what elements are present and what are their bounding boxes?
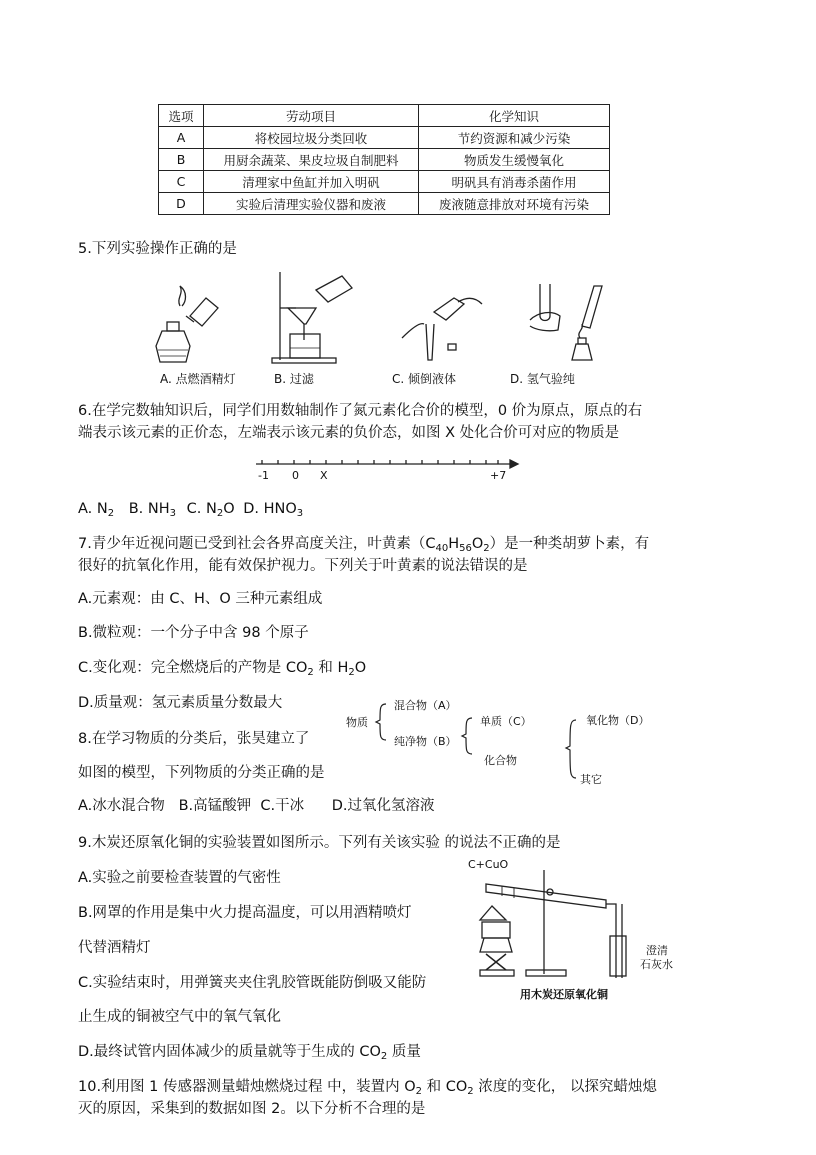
table-cell: A	[159, 127, 204, 149]
table-cell: 明矾具有消毒杀菌作用	[419, 171, 610, 193]
q5-stem: 5.下列实验操作正确的是	[78, 241, 237, 257]
table-header-cell: 选项	[159, 105, 204, 127]
q7-option-a: A.元素观：由 C、H、O 三种元素组成	[78, 591, 323, 607]
table-cell: 节约资源和减少污染	[419, 127, 610, 149]
q9-option-c-line2: 止生成的铜被空气中的氧气氧化	[78, 1009, 281, 1025]
q9-option-b-line2: 代替酒精灯	[78, 940, 151, 956]
table-cell: 将校园垃圾分类回收	[204, 127, 419, 149]
reagent-label: C+CuO	[468, 858, 509, 871]
table-row	[159, 127, 610, 149]
q7-option-d: D.质量观：氢元素质量分数最大	[78, 695, 283, 711]
diagram-node-other: 其它	[580, 773, 602, 786]
q9-option-b-line1: B.网罩的作用是集中火力提高温度，可以用酒精喷灯	[78, 905, 412, 921]
table-cell: C	[159, 171, 204, 193]
q5-caption-c: C. 倾倒液体	[392, 372, 457, 386]
carbon-reduction-apparatus-figure	[466, 866, 666, 984]
table-cell: 废液随意排放对环境有污染	[419, 193, 610, 215]
diagram-node-compound: 化合物	[484, 754, 517, 767]
table-cell: D	[159, 193, 204, 215]
table-cell: 实验后清理实验仪器和废液	[204, 193, 419, 215]
apparatus-caption: 用木炭还原氧化铜	[520, 988, 608, 1001]
table-header-cell: 劳动项目	[204, 105, 419, 127]
axis-label-x: X	[320, 469, 328, 482]
lime-water-label-1: 澄清	[646, 944, 668, 957]
table-row	[159, 149, 610, 171]
alcohol-lamp-ignition-figure	[150, 276, 230, 366]
axis-label-minus1: -1	[258, 469, 269, 482]
table-row	[159, 171, 610, 193]
axis-label-zero: 0	[292, 469, 299, 482]
table-header-row	[159, 105, 610, 127]
q5-caption-b: B. 过滤	[274, 372, 314, 386]
q6-options: A. $N_2$ B. $NH_3$ C. $N_2O$ D. $HNO_3$	[78, 501, 304, 519]
table-row	[159, 193, 610, 215]
q10-stem-line1: 10.利用图 1 传感器测量蜡烛燃烧过程 中，装置内 $O_2$ 和 $CO_2$ 浓度的变化， 以探究蜡烛熄	[78, 1079, 657, 1097]
q9-stem: 9.木炭还原氧化铜的实验装置如图所示。下列有关该实验 的说法不正确的是	[78, 835, 561, 851]
q8-stem-line1: 8.在学习物质的分类后，张昊建立了	[78, 731, 310, 747]
hydrogen-purity-test-figure	[528, 280, 618, 366]
diagram-node-mixture: 混合物（A）	[394, 699, 457, 712]
q7-stem-line1: 7.青少年近视问题已受到社会各界高度关注，叶黄素$(C_{40}H_{56}O_2)$是一种类胡萝卜素，有	[78, 536, 650, 554]
q9-option-a: A.实验之前要检查装置的气密性	[78, 870, 281, 886]
axis-label-plus7: +7	[490, 469, 507, 482]
table-header-cell: 化学知识	[419, 105, 610, 127]
table-cell: 清理家中鱼缸并加入明矾	[204, 171, 419, 193]
diagram-node-oxide: 氧化物（D）	[586, 714, 650, 727]
diagram-node-element: 单质（C）	[480, 715, 532, 728]
diagram-node-substance: 物质	[346, 716, 368, 729]
q6-stem-line1: 6.在学完数轴知识后，同学们用数轴制作了氮元素化合价的模型，0 价为原点，原点的右	[78, 403, 643, 419]
q8-options: A.冰水混合物 B.高锰酸钾 C.干冰 D.过氧化氢溶液	[78, 798, 435, 814]
q6-stem-line2: 端表示该元素的正价态，左端表示该元素的负价态，如图 X 处化合价可对应的物质是	[78, 425, 620, 441]
q7-option-c: C.变化观：完全燃烧后的产物是 $CO_2$ 和 $H_2O$	[78, 660, 367, 678]
table-cell: 物质发生缓慢氧化	[419, 149, 610, 171]
pouring-liquid-figure	[398, 292, 488, 362]
q8-stem-line2: 如图的模型，下列物质的分类正确的是	[78, 765, 325, 781]
lime-water-label-2: 石灰水	[640, 958, 673, 971]
q4-options-table	[158, 104, 610, 215]
q7-stem-line2: 很好的抗氧化作用，能有效保护视力。下列关于叶黄素的说法错误的是	[78, 558, 528, 574]
q9-option-d: D.最终试管内固体减少的质量就等于生成的 $CO_2$ 质量	[78, 1044, 421, 1062]
table-cell: B	[159, 149, 204, 171]
table-cell: 用厨余蔬菜、果皮垃圾自制肥料	[204, 149, 419, 171]
q7-option-b: B.微粒观：一个分子中含 98 个原子	[78, 625, 309, 641]
diagram-node-pure: 纯净物（B）	[394, 735, 457, 748]
q10-stem-line2: 灭的原因，采集到的数据如图 2。以下分析不合理的是	[78, 1101, 426, 1117]
q5-caption-a: A. 点燃酒精灯	[160, 372, 236, 386]
q9-option-c-line1: C.实验结束时，用弹簧夹夹住乳胶管既能防倒吸又能防	[78, 975, 427, 991]
filtration-figure	[268, 268, 358, 366]
q5-caption-d: D. 氢气验纯	[510, 372, 575, 386]
